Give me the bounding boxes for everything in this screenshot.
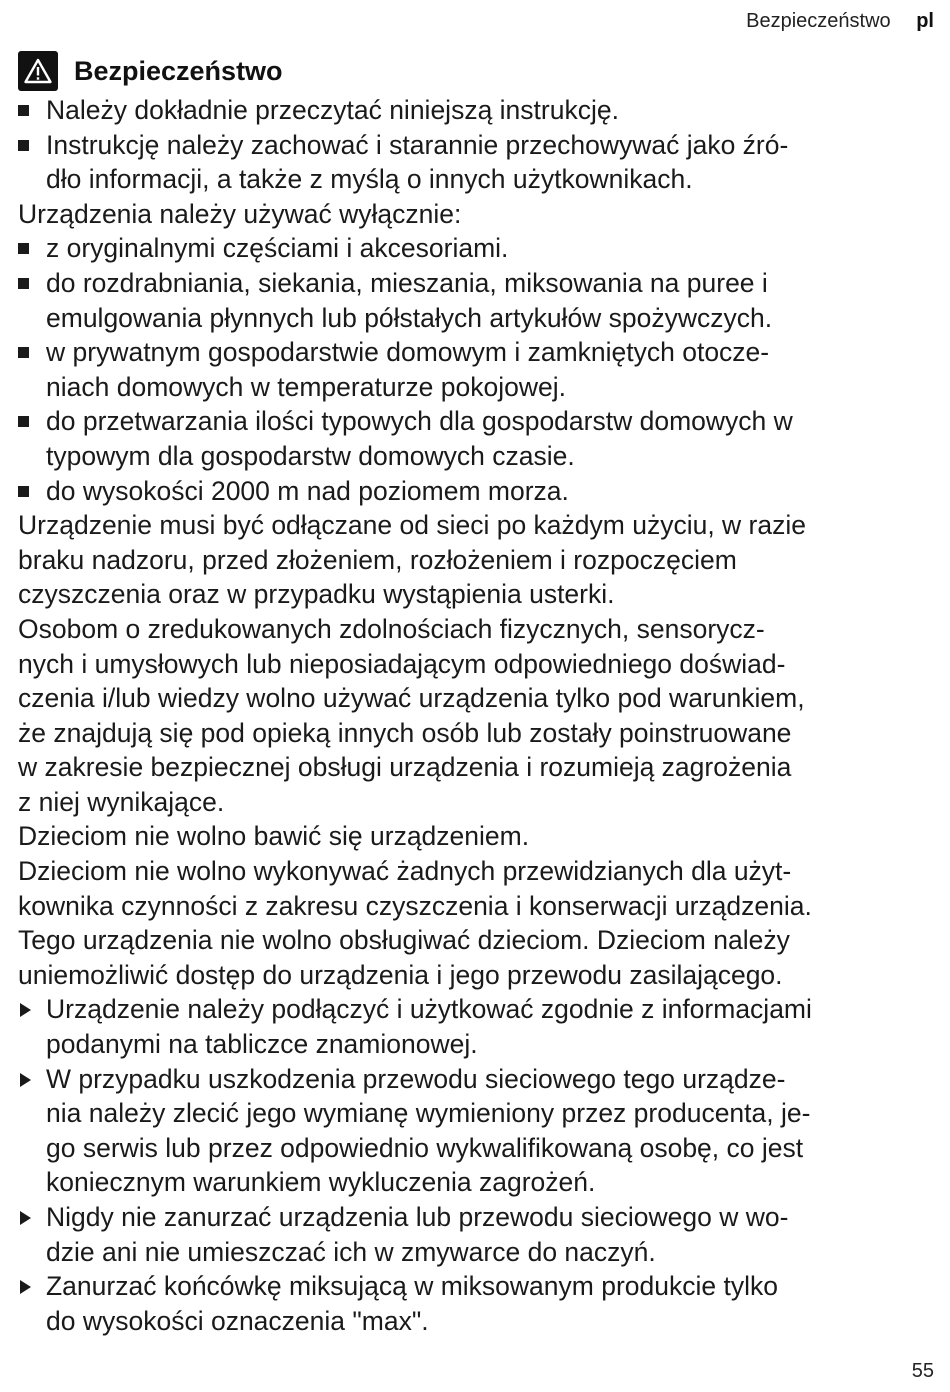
square-bullet-icon xyxy=(18,486,29,497)
text-line: czenia i/lub wiedzy wolno używać urządzenia tylko pod warunkiem, xyxy=(18,683,805,714)
text-line: do przetwarzania ilości typowych dla gospodarstw domowych w xyxy=(46,406,793,437)
header-section-title: Bezpieczeństwo xyxy=(746,10,891,32)
paragraphs xyxy=(18,508,938,992)
bullet-item xyxy=(18,474,938,509)
usage-bullet-list xyxy=(18,231,938,508)
text-line: Dzieciom nie wolno wykonywać żadnych przewidzianych dla użyt- xyxy=(18,856,792,887)
text-line: emulgowania płynnych lub półstałych artykułów spożywczych. xyxy=(46,302,773,333)
bullet-item xyxy=(18,266,938,335)
paragraph xyxy=(18,612,938,820)
paragraph xyxy=(18,923,938,992)
text-line: dzie ani nie umieszczać ich w zmywarce do naczyń. xyxy=(46,1236,656,1267)
text-line: do wysokości 2000 m nad poziomem morza. xyxy=(46,475,569,506)
text-line: Urządzenie należy podłączyć i użytkować zgodnie z informacjami xyxy=(46,994,812,1025)
text-line: Tego urządzenia nie wolno obsługiwać dzieciom. Dzieciom należy xyxy=(18,925,790,956)
bullet-item xyxy=(18,128,938,197)
arrow-bullet-icon xyxy=(20,1280,31,1294)
instruction-item xyxy=(18,1062,938,1200)
text-line: z oryginalnymi częściami i akcesoriami. xyxy=(46,233,509,264)
header-language-code: pl xyxy=(916,10,934,32)
instruction-list xyxy=(18,992,938,1338)
text-line: w prywatnym gospodarstwie domowym i zamkniętych otocze- xyxy=(46,337,770,368)
intro-bullet-list xyxy=(18,93,938,197)
bullet-item xyxy=(18,404,938,473)
bullet-item xyxy=(18,335,938,404)
section-title: Bezpieczeństwo xyxy=(74,55,283,86)
text-line: że znajdują się pod opieką innych osób lub zostały poinstruowane xyxy=(18,717,792,748)
square-bullet-icon xyxy=(18,416,29,427)
paragraph xyxy=(18,508,938,612)
text-line: nych i umysłowych lub nieposiadającym odpowiedniego doświad- xyxy=(18,648,786,679)
bullet-item xyxy=(18,231,938,266)
instruction-item xyxy=(18,1200,938,1269)
text-line: niach domowych w temperaturze pokojowej. xyxy=(46,371,566,402)
text-line: W przypadku uszkodzenia przewodu sieciowego tego urządze- xyxy=(46,1063,786,1094)
text-line: Osobom o zredukowanych zdolnościach fizycznych, sensorycz- xyxy=(18,613,765,644)
text-line: podanymi na tabliczce znamionowej. xyxy=(46,1029,478,1060)
text-line: koniecznym warunkiem wykluczenia zagrożeń. xyxy=(46,1167,596,1198)
page-header xyxy=(746,8,934,34)
text-line: z niej wynikające. xyxy=(18,786,225,817)
text-line: Urządzenie musi być odłączane od sieci po każdym użyciu, w razie xyxy=(18,510,806,541)
square-bullet-icon xyxy=(18,140,29,151)
instruction-item xyxy=(18,1269,938,1338)
text-line: kownika czynności z zakresu czyszczenia i konserwacji urządzenia. xyxy=(18,890,812,921)
text-line: czyszczenia oraz w przypadku wystąpienia usterki. xyxy=(18,579,615,610)
square-bullet-icon xyxy=(18,347,29,358)
page-number: 55 xyxy=(911,1360,934,1382)
usage-heading: Urządzenia należy używać wyłącznie: xyxy=(18,198,462,229)
text-line: go serwis lub przez odpowiednio wykwalifikowaną osobę, co jest xyxy=(46,1132,804,1163)
text-line: uniemożliwić dostęp do urządzenia i jego przewodu zasilającego. xyxy=(18,959,783,990)
safety-section xyxy=(18,50,938,1338)
warning-triangle-icon xyxy=(18,51,58,91)
text-line: Należy dokładnie przeczytać niniejszą instrukcję. xyxy=(46,95,619,125)
bullet-item xyxy=(18,93,938,128)
text-line: do wysokości oznaczenia "max". xyxy=(46,1305,429,1336)
square-bullet-icon xyxy=(18,243,29,254)
square-bullet-icon xyxy=(18,278,29,289)
text-line: Dzieciom nie wolno bawić się urządzeniem. xyxy=(18,821,530,852)
arrow-bullet-icon xyxy=(20,1073,31,1087)
text-line: w zakresie bezpiecznej obsługi urządzenia i rozumieją zagrożenia xyxy=(18,752,792,783)
arrow-bullet-icon xyxy=(20,1003,31,1017)
section-heading xyxy=(18,50,938,92)
text-line: dło informacji, a także z myślą o innych użytkownikach. xyxy=(46,164,693,195)
arrow-bullet-icon xyxy=(20,1211,31,1225)
text-line: Nigdy nie zanurzać urządzenia lub przewodu sieciowego w wo- xyxy=(46,1202,789,1232)
square-bullet-icon xyxy=(18,105,29,116)
paragraph xyxy=(18,854,938,923)
text-line: Zanurzać końcówkę miksującą w miksowanym produkcie tylko xyxy=(46,1271,778,1302)
text-line: Instrukcję należy zachować i starannie przechowywać jako źró- xyxy=(46,129,789,160)
text-line: braku nadzoru, przed złożeniem, rozłożeniem i rozpoczęciem xyxy=(18,544,737,575)
text-line: typowym dla gospodarstw domowych czasie. xyxy=(46,440,575,471)
paragraph xyxy=(18,819,938,854)
instruction-item xyxy=(18,992,938,1061)
text-line: do rozdrabniania, siekania, mieszania, miksowania na puree i xyxy=(46,267,768,298)
text-line: nia należy zlecić jego wymianę wymieniony przez producenta, je- xyxy=(46,1098,811,1129)
